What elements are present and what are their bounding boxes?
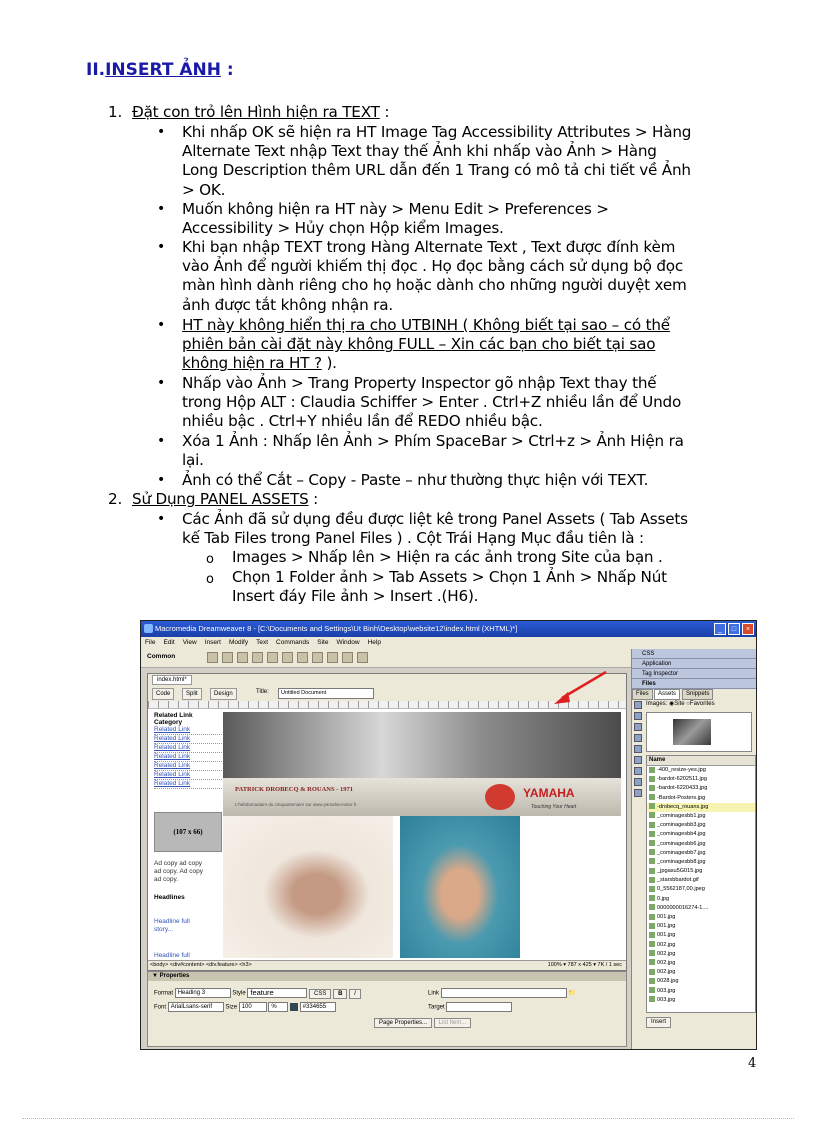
image-file-icon (649, 840, 655, 846)
design-view-button[interactable]: Design (210, 688, 237, 700)
color-swatch[interactable] (290, 1003, 298, 1011)
file-row[interactable] (647, 977, 755, 986)
font-row (154, 1002, 336, 1012)
bullet-item (157, 238, 757, 315)
target-row (428, 1002, 512, 1012)
file-name: 0_5562187,00.jpeg (657, 886, 705, 893)
file-row[interactable] (647, 941, 755, 950)
file-name: 0028.jpg (657, 978, 679, 985)
text-line: Muốn không hiện ra HT này > Menu Edit > Preferences > (182, 200, 609, 218)
tag-chooser-icon[interactable] (357, 652, 368, 663)
text-line: Insert đáy File ảnh > Insert .(H6). (232, 587, 479, 606)
related-link[interactable]: Related Link (154, 753, 222, 762)
bold-button[interactable]: B (333, 989, 347, 999)
file-row[interactable] (647, 913, 755, 922)
bullet-item (157, 471, 757, 490)
image-file-icon (649, 776, 655, 782)
hyperlink-icon[interactable] (207, 652, 218, 663)
text-line: lại. (182, 451, 204, 470)
sub-bullet-icon: o (206, 572, 214, 587)
image-file-icon (649, 785, 655, 791)
panel-application[interactable]: Application (632, 659, 757, 669)
related-link[interactable]: Related Link (154, 726, 222, 735)
favorites-label: Favorites (689, 701, 715, 707)
file-name: _starsbbardot.gif (657, 877, 699, 884)
text-line: Ảnh có thể Cắt – Copy - Paste – như thường thực hiện với TEXT. (182, 471, 649, 489)
anchor-icon[interactable] (237, 652, 248, 663)
file-row[interactable] (647, 812, 755, 821)
section-heading-prefix: II. (86, 60, 106, 80)
file-name: 001.jpg (657, 914, 676, 920)
title-label: Title: (256, 689, 269, 695)
template-icon[interactable] (342, 652, 353, 663)
assets-images-row (646, 700, 715, 707)
file-row[interactable] (647, 830, 755, 839)
color-input[interactable]: #334655 (300, 1002, 336, 1012)
text-line: Images > Nhấp lên > Hiện ra các ảnh trong Site của bạn . (232, 548, 663, 566)
file-row[interactable] (647, 794, 755, 803)
bullet-item (157, 200, 757, 238)
format-row (154, 988, 361, 999)
shockwave-category-icon[interactable] (634, 745, 642, 753)
menu-edit[interactable]: Edit (163, 639, 175, 646)
bullet-text (182, 200, 757, 238)
menu-file[interactable]: File (145, 639, 156, 646)
bullet-item (157, 316, 757, 374)
red-arrow-icon (548, 670, 608, 710)
related-link-heading: Related Link (154, 712, 193, 719)
section-heading-title: INSERT ẢNH (105, 60, 221, 80)
image-file-icon (649, 996, 655, 1002)
text-line-tail: ). (321, 354, 337, 373)
file-name: -400_resize-yes.jpg (657, 767, 706, 773)
image-file-icon (649, 849, 655, 855)
text-line: trong Hộp ALT : Claudia Schiffer > Enter . Ctrl+Z nhiều lần để Undo (182, 393, 682, 412)
file-name: 002.jpg (657, 969, 676, 976)
bullet-icon: • (157, 472, 166, 488)
text-line: HT này không hiển thị ra cho UTBINH ( Không biết tại sao – có thể (182, 316, 670, 334)
bullet-icon: • (157, 511, 166, 527)
headline-line: Headline full (154, 918, 190, 925)
menu-bar (141, 637, 756, 649)
size-label: Size (225, 1004, 238, 1011)
file-name: 002.jpg (657, 959, 676, 966)
file-row[interactable] (647, 959, 755, 968)
list-title: Đặt con trỏ lên Hình hiện ra TEXT (132, 103, 380, 121)
file-row[interactable] (647, 821, 755, 830)
sub-bullet-text (232, 568, 766, 606)
templates-category-icon[interactable] (634, 778, 642, 786)
font-select[interactable]: ArialLsans-serif (168, 1002, 224, 1012)
image-file-icon (649, 868, 655, 874)
image-icon[interactable] (282, 652, 293, 663)
file-row[interactable] (647, 904, 755, 913)
text-line: vào Ảnh để người khiếm thị đọc . Họ đọc bằng cách sử dụng bộ đọc (182, 257, 684, 276)
file-name: _cominagesbb7.jpg (657, 849, 706, 856)
table-icon[interactable] (252, 652, 263, 663)
asset-file-list (646, 755, 756, 1013)
text-line: màn hình dành riêng cho họ hoặc dành cho những người duyệt xem (182, 276, 687, 295)
file-row[interactable] (647, 858, 755, 867)
close-icon[interactable]: × (742, 623, 754, 635)
font-label: Font (154, 1004, 167, 1011)
image-file-icon (649, 831, 655, 837)
file-row[interactable] (647, 968, 755, 977)
text-line: Các Ảnh đã sử dụng đều được liệt kê trong Panel Assets ( Tab Assets (182, 510, 688, 528)
file-row[interactable] (647, 996, 755, 1005)
file-row[interactable] (647, 895, 755, 904)
file-name: _cominagesbb6.jpg (657, 840, 706, 847)
headline-cut[interactable]: Headline full (154, 952, 190, 959)
image-file-icon (649, 886, 655, 892)
props-buttons (374, 1018, 471, 1028)
bullet-text (182, 471, 757, 490)
sub-bullet-text (232, 548, 766, 567)
assets-bottom-bar (646, 1017, 671, 1028)
date-icon[interactable] (312, 652, 323, 663)
image-placeholder[interactable]: (107 x 66) (154, 812, 222, 852)
file-row[interactable] (647, 950, 755, 959)
ad-copy-line: ad copy. (154, 876, 179, 883)
image-file-icon (649, 812, 655, 818)
related-link[interactable]: Related Link (154, 735, 222, 744)
list-item-2 (108, 490, 318, 509)
scripts-category-icon[interactable] (634, 767, 642, 775)
related-link[interactable]: Related Link (154, 744, 222, 753)
bullet-text (182, 432, 757, 470)
beach-photo[interactable] (223, 816, 393, 958)
target-label: Target (428, 1004, 445, 1011)
library-category-icon[interactable] (634, 789, 642, 797)
status-info: 100% ▾ 787 x 425 ▾ 7K / 1 sec (547, 962, 622, 968)
menu-insert[interactable]: Insert (204, 639, 221, 646)
window-controls (714, 623, 754, 635)
asset-preview (646, 712, 752, 752)
bullet-icon: • (157, 375, 166, 391)
file-name: 001.jpg (657, 932, 676, 939)
list-number: 2. (108, 490, 123, 508)
panel-tag-inspector[interactable]: Tag Inspector (632, 669, 757, 679)
bullet-text (182, 316, 757, 374)
code-view-button[interactable]: Code (152, 688, 174, 700)
bullet-icon: • (157, 201, 166, 217)
file-row[interactable] (647, 931, 755, 940)
file-name: 003.jpg (657, 996, 676, 1003)
text-line: > OK. (182, 180, 226, 199)
image-file-icon (649, 803, 655, 809)
related-link[interactable]: Related Link (154, 780, 222, 789)
list-title-suffix: : (379, 103, 390, 121)
list-number: 1. (108, 103, 123, 121)
bullet-icon: • (157, 124, 166, 140)
bullet-text (182, 123, 757, 200)
bullet-item (157, 432, 757, 470)
sub-bullet-item (206, 568, 766, 606)
properties-header[interactable]: ▼ Properties (148, 972, 626, 981)
file-name: -bardot-6220433.jpg (657, 785, 708, 792)
favorites-radio[interactable]: ○ (686, 701, 690, 707)
bullet-text (182, 238, 757, 315)
page-number: 4 (748, 1056, 757, 1071)
file-row[interactable] (647, 775, 755, 784)
insert-toolbar (141, 649, 631, 668)
file-name: _cominagesbb3.jpg (657, 822, 706, 829)
document-tab[interactable]: index.html* (152, 675, 192, 685)
menu-commands[interactable]: Commands (276, 639, 310, 646)
status-bar (148, 960, 626, 970)
file-row[interactable] (647, 803, 755, 812)
section-heading-suffix: : (220, 60, 234, 80)
menu-modify[interactable]: Modify (228, 639, 249, 646)
style-select[interactable]: feature (247, 988, 307, 998)
banner-caption-area (223, 778, 621, 816)
file-name: 002.jpg (657, 941, 676, 948)
panel-files[interactable]: Files (632, 679, 757, 689)
css-button[interactable]: CSS (309, 989, 331, 999)
maximize-icon[interactable]: □ (728, 623, 740, 635)
list-item-button[interactable]: List Item... (434, 1018, 472, 1028)
file-list-rows (647, 766, 755, 1005)
text-line: Long Description thêm URL dẫn đến 1 Trang có mô tả chi tiết về Ảnh (182, 161, 691, 180)
image-file-icon (649, 959, 655, 965)
panel-css[interactable]: CSS (632, 649, 757, 659)
text-line: Alternate Text nhập Text thay thế Ảnh khi nhấp vào Ảnh > Hàng (182, 142, 657, 161)
link-label: Link (428, 990, 440, 997)
headline-story[interactable] (154, 918, 190, 934)
image-file-icon (649, 904, 655, 910)
file-name: 002.jpg (657, 950, 676, 957)
menu-help[interactable]: Help (367, 639, 381, 646)
split-view-button[interactable]: Split (182, 688, 202, 700)
image-file-icon (649, 895, 655, 901)
format-select[interactable]: Heading 3 (175, 988, 231, 998)
sub-bullet-item (206, 548, 766, 567)
list-title-suffix: : (308, 490, 319, 508)
text-line: nhiều bậc . Ctrl+Y nhiều lần để REDO nhiều bậc. (182, 412, 543, 431)
file-name: _cominagesbb1.jpg (657, 812, 706, 819)
images-label: Images: (646, 701, 668, 707)
link-input[interactable] (441, 988, 567, 998)
sub-bullet-icon: o (206, 552, 214, 567)
files-panel-tabs (632, 689, 757, 699)
site-radio[interactable]: ◉ (669, 701, 675, 707)
insert-category[interactable]: Common (147, 653, 176, 660)
title-input[interactable]: Untitled Document (278, 688, 374, 699)
asset-category-icons (634, 701, 644, 800)
text-line: không hiện ra HT ? (182, 354, 322, 373)
file-row[interactable] (647, 867, 755, 876)
tab-assets[interactable]: Assets (654, 689, 680, 700)
file-name: -drobecq_rouans.jpg (657, 803, 709, 810)
file-name: _cominagesbb8.jpg (657, 858, 706, 865)
footer-divider (22, 1118, 794, 1119)
ad-copy (154, 860, 222, 884)
insert-button[interactable]: Insert (646, 1017, 671, 1028)
file-name: -Bardot-Posters.jpg (657, 794, 706, 801)
toolbar-icons (207, 652, 368, 663)
headlines-heading: Headlines (154, 894, 185, 901)
image-file-icon (649, 941, 655, 947)
bullet-item (157, 374, 757, 432)
text-line: Accessibility > Hủy chọn Hộp kiểm Images. (182, 219, 504, 238)
name-column-header[interactable]: Name (647, 756, 755, 766)
bullet-icon: • (157, 433, 166, 449)
image-file-icon (649, 978, 655, 984)
image-file-icon (649, 969, 655, 975)
colors-category-icon[interactable] (634, 712, 642, 720)
banner-caption: PATRICK DROBECQ & ROUANS - 1971 (235, 786, 354, 793)
anniversary-logo (485, 784, 515, 810)
bullet-item (157, 123, 757, 200)
email-icon[interactable] (222, 652, 233, 663)
size-select[interactable]: 100 (239, 1002, 267, 1012)
flash-category-icon[interactable] (634, 734, 642, 742)
portrait-photo[interactable] (400, 816, 520, 958)
site-label: Site (674, 701, 685, 707)
image-file-icon (649, 822, 655, 828)
file-row[interactable] (647, 784, 755, 793)
related-link[interactable]: Related Link (154, 762, 222, 771)
format-label: Format (154, 990, 174, 997)
file-name: 003.jpg (657, 987, 676, 994)
bullet-icon: • (157, 317, 166, 333)
file-row[interactable] (647, 840, 755, 849)
image-file-icon (649, 950, 655, 956)
section-heading (86, 60, 234, 80)
urls-category-icon[interactable] (634, 723, 642, 731)
text-line: Nhấp vào Ảnh > Trang Property Inspector gõ nhập Text thay thế (182, 374, 657, 392)
file-row[interactable] (647, 876, 755, 885)
brand-logo: YAMAHA (523, 786, 575, 800)
images-category-icon[interactable] (634, 701, 642, 709)
file-name: _jpgasu5G015.jpg (657, 868, 703, 875)
text-line: Khi nhấp OK sẽ hiện ra HT Image Tag Accessibility Attributes > Hàng (182, 123, 692, 141)
brand-tagline: Touching Your Heart (531, 804, 577, 810)
document-window (147, 673, 627, 971)
style-label: Style (232, 990, 246, 997)
text-line: ảnh được tắt không nhận ra. (182, 295, 393, 314)
image-file-icon (649, 923, 655, 929)
bullet-text (182, 374, 757, 432)
file-row[interactable] (647, 922, 755, 931)
image-file-icon (649, 914, 655, 920)
file-name: 0.jpg (657, 895, 670, 902)
italic-button[interactable]: I (349, 989, 361, 999)
page-properties-button[interactable]: Page Properties... (374, 1018, 432, 1028)
text-line: Xóa 1 Ảnh : Nhấp lên Ảnh > Phím SpaceBar > Ctrl+z > Ảnh Hiện ra (182, 432, 684, 450)
file-name: 001.jpg (657, 923, 676, 930)
dreamweaver-screenshot (140, 620, 757, 1050)
target-select[interactable] (446, 1002, 512, 1012)
image-file-icon (649, 767, 655, 773)
image-file-icon (649, 877, 655, 883)
text-line: Khi bạn nhập TEXT trong Hàng Alternate Text , Text được đính kèm (182, 238, 676, 256)
media-icon[interactable] (297, 652, 308, 663)
file-name: -bardot-6202511.jpg (657, 776, 707, 783)
related-link[interactable]: Related Link (154, 771, 222, 780)
bullet-icon: • (157, 239, 166, 255)
headline-line: story... (154, 926, 174, 933)
window-title: Macromedia Dreamweaver 8 - [C:\Documents and Settings\Ut Binh\Desktop\website12\index.html (XHTML)*] (155, 624, 518, 633)
image-file-icon (649, 794, 655, 800)
div-icon[interactable] (267, 652, 278, 663)
text-line: phiên bản cài đặt này không FULL – Xin các bạn cho biết tại sao (182, 335, 656, 354)
minimize-icon[interactable]: _ (714, 623, 726, 635)
ad-copy-line: ad copy. Ad copy (154, 868, 204, 875)
image-file-icon (649, 858, 655, 864)
text-line: Chọn 1 Folder ảnh > Tab Assets > Chọn 1 Ảnh > Nhấp Nút (232, 568, 667, 586)
banner-photo[interactable] (223, 712, 621, 778)
folder-icon[interactable]: 📁 (568, 990, 576, 997)
movies-category-icon[interactable] (634, 756, 642, 764)
category-heading: Category (154, 719, 183, 726)
preview-image (673, 719, 711, 745)
size-unit-select[interactable]: % (268, 1002, 288, 1012)
file-name: _cominagesbb4.jpg (657, 831, 706, 838)
link-row (428, 988, 576, 998)
app-icon (144, 624, 153, 633)
window-titlebar (141, 621, 756, 637)
right-panels (631, 649, 757, 1049)
list-title: Sử Dụng PANEL ASSETS (132, 490, 309, 508)
file-name: 0000000016274-1.... (657, 904, 709, 911)
bullet-text (182, 510, 757, 548)
bullet-item (157, 510, 757, 548)
file-row[interactable] (647, 885, 755, 894)
menu-window[interactable]: Window (336, 639, 360, 646)
list-item-1 (108, 103, 389, 122)
file-row[interactable] (647, 849, 755, 858)
image-file-icon (649, 932, 655, 938)
file-row[interactable] (647, 766, 755, 775)
properties-panel (147, 971, 627, 1047)
tab-snippets[interactable]: Snippets (682, 689, 713, 700)
menu-view[interactable]: View (182, 639, 197, 646)
tag-selector[interactable]: <body> <div#content> <div.feature> <h3> (150, 962, 252, 968)
text-line: kế Tab Files trong Panel Files ) . Cột Trái Hạng Mục đầu tiên là : (182, 529, 644, 548)
menu-site[interactable]: Site (317, 639, 329, 646)
tab-files[interactable]: Files (632, 689, 653, 700)
image-file-icon (649, 987, 655, 993)
ad-copy-line: Ad copy ad copy (154, 860, 203, 867)
file-row[interactable] (647, 987, 755, 996)
banner-subtitle: L'hebdomadaire du cinquantenaire sur www.yamaha-motor.fr (235, 802, 357, 807)
menu-text[interactable]: Text (256, 639, 269, 646)
comment-icon[interactable] (327, 652, 338, 663)
